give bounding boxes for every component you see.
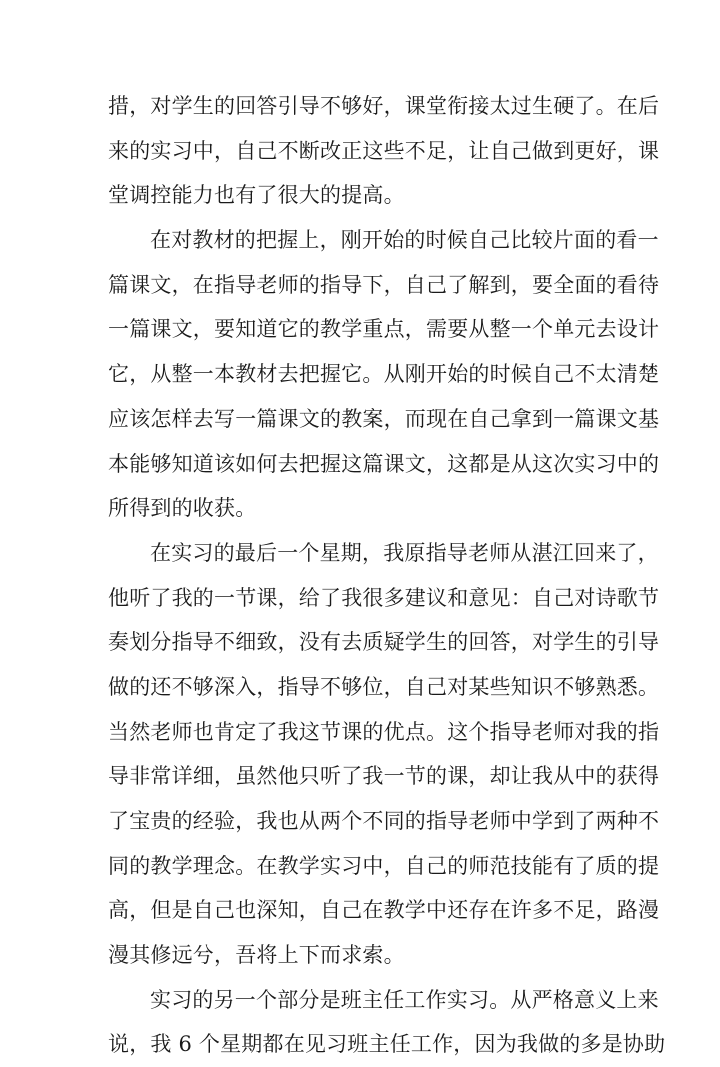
body-text [108, 84, 666, 1067]
text-line: 他听了我的一节课，给了我很多建议和意见：自己对诗歌节 [108, 585, 660, 610]
text-line: 堂调控能力也有了很大的提高。 [108, 183, 405, 208]
text-line: 应该怎样去写一篇课文的教案，而现在自己拿到一篇课文基 [108, 406, 660, 431]
text-line: 了宝贵的经验，我也从两个不同的指导老师中学到了两种不 [108, 809, 660, 833]
text-line: 本能够知道该如何去把握这篇课文，这都是从这次实习中的 [108, 451, 660, 476]
text-line: 高，但是自己也深知，自己在教学中还存在许多不足，路漫 [108, 898, 660, 923]
text-line: 篇课文，在指导老师的指导下，自己了解到，要全面的看待 [108, 272, 660, 297]
text-line: 来的实习中，自己不断改正这些不足，让自己做到更好，课 [108, 138, 660, 163]
text-line: 当然老师也肯定了我这节课的优点。这个指导老师对我的指 [108, 719, 660, 744]
text-line: 奏划分指导不细致，没有去质疑学生的回答，对学生的引导 [108, 630, 660, 655]
text-line: 所得到的收获。 [108, 496, 257, 521]
text-line: 同的教学理念。在教学实习中，自己的师范技能有了质的提 [108, 853, 660, 878]
text-line: 说，我 6 个星期都在见习班主任工作，因为我做的多是协助 [108, 1032, 666, 1057]
text-line: 一篇课文，要知道它的教学重点，需要从整一个单元去设计 [108, 317, 660, 342]
text-line: 实习的另一个部分是班主任工作实习。从严格意义上来 [150, 987, 659, 1012]
text-line: 它，从整一本教材去把握它。从刚开始的时候自己不太清楚 [108, 362, 660, 387]
text-line: 在实习的最后一个星期，我原指导老师从湛江回来了， [150, 540, 659, 565]
text-line: 导非常详细，虽然他只听了我一节的课，却让我从中的获得 [108, 764, 660, 789]
text-line: 做的还不够深入，指导不够位，自己对某些知识不够熟悉。 [108, 674, 660, 699]
text-line: 措，对学生的回答引导不够好，课堂衔接太过生硬了。在后 [108, 94, 660, 118]
text-line: 在对教材的把握上，刚开始的时候自己比较片面的看一 [150, 228, 659, 253]
text-line: 漫其修远兮，吾将上下而求索。 [108, 943, 405, 968]
